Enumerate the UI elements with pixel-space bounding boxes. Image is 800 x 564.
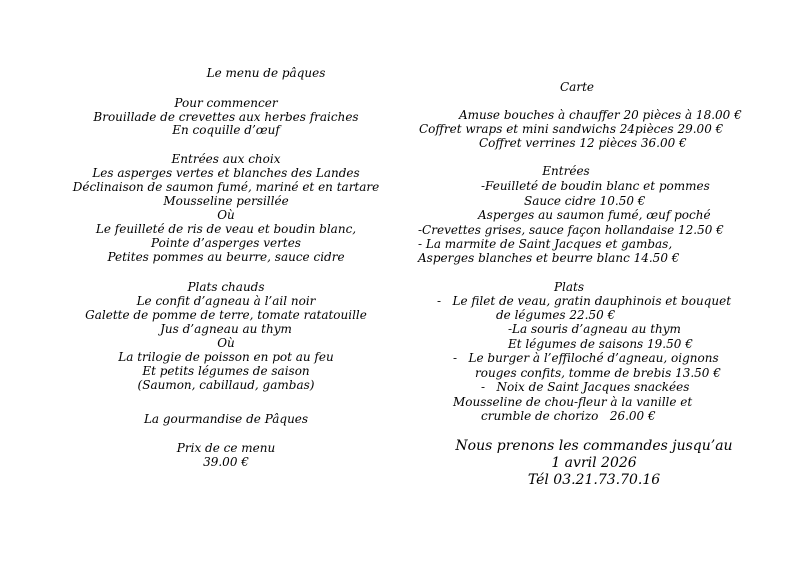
carte-plat-line: - Noix de Saint Jacques snackées <box>481 380 690 394</box>
carte-plat-line: -La souris d’agneau au thym <box>508 322 681 336</box>
carte-entree-line: Asperges blanches et beurre blanc 14.50 € <box>418 251 680 265</box>
carte-entree-line: -Feuilleté de boudin blanc et pommes <box>481 179 710 193</box>
plats-heading: Plats chauds <box>187 280 265 294</box>
plat-line: Le confit d’agneau à l’ail noir <box>136 294 316 308</box>
entree-line: Mousseline persillée <box>163 194 289 208</box>
entree-line: Déclinaison de saumon fumé, mariné et en tartare <box>72 180 380 194</box>
entrees-heading: Entrées aux choix <box>171 152 281 166</box>
entree-line: Pointe d’asperges vertes <box>151 236 301 250</box>
carte-entrees-heading: Entrées <box>542 164 590 178</box>
plat-line: Jus d’agneau au thym <box>160 322 292 336</box>
plat-line: Galette de pomme de terre, tomate ratatouille <box>85 308 367 322</box>
carte-plat-line: de légumes 22.50 € <box>496 308 616 322</box>
plat-line: La trilogie de poisson en pot au feu <box>118 350 334 364</box>
starter-line: Brouillade de crevettes aux herbes fraiches <box>93 110 359 124</box>
carte-plat-line: - Le filet de veau, gratin dauphinois et bouquet <box>437 294 732 308</box>
starter-line: En coquille d’œuf <box>172 123 280 137</box>
entree-line: Petites pommes au beurre, sauce cidre <box>107 250 345 264</box>
entree-line: Le feuilleté de ris de veau et boudin blanc, <box>95 222 357 236</box>
plat-line: (Saumon, cabillaud, gambas) <box>137 378 315 392</box>
carte-entree-line: Asperges au saumon fumé, œuf poché <box>478 208 711 222</box>
amuse-line: Amuse bouches à chauffer 20 pièces à 18.00 € <box>459 108 742 122</box>
order-deadline-date: 1 avril 2026 <box>551 455 637 471</box>
plat-line: Où <box>217 336 235 350</box>
carte-entree-line: Sauce cidre 10.50 € <box>524 194 646 208</box>
carte-plats-heading: Plats <box>553 280 585 294</box>
carte-entree-line: - La marmite de Saint Jacques et gambas, <box>418 237 673 251</box>
carte-title: Carte <box>560 80 594 94</box>
order-deadline-line: Nous prenons les commandes jusqu’au <box>455 438 733 454</box>
carte-entree-line: -Crevettes grises, sauce façon hollandaise 12.50 € <box>418 223 724 237</box>
menu-price: 39.00 € <box>203 455 249 469</box>
menu-title: Le menu de pâques <box>206 66 326 80</box>
carte-plat-line: Mousseline de chou-fleur à la vanille et <box>453 395 693 409</box>
dessert-line: La gourmandise de Pâques <box>143 412 309 426</box>
carte-plat-line: crumble de chorizo 26.00 € <box>481 409 656 423</box>
carte-plat-line: Et légumes de saisons 19.50 € <box>508 337 693 351</box>
phone-number: Tél 03.21.73.70.16 <box>527 472 661 488</box>
entree-line: Les asperges vertes et blanches des Landes <box>92 166 360 180</box>
price-label: Prix de ce menu <box>176 441 276 455</box>
entree-line: Où <box>217 208 235 222</box>
plat-line: Et petits légumes de saison <box>142 364 310 378</box>
amuse-line: Coffret wraps et mini sandwichs 24pièces 29.00 € <box>419 122 724 136</box>
carte-plat-line: rouges confits, tomme de brebis 13.50 € <box>475 366 721 380</box>
amuse-line: Coffret verrines 12 pièces 36.00 € <box>479 136 687 150</box>
carte-plat-line: - Le burger à l’effiloché d’agneau, oignons <box>453 351 719 365</box>
starter-heading: Pour commencer <box>174 96 278 110</box>
